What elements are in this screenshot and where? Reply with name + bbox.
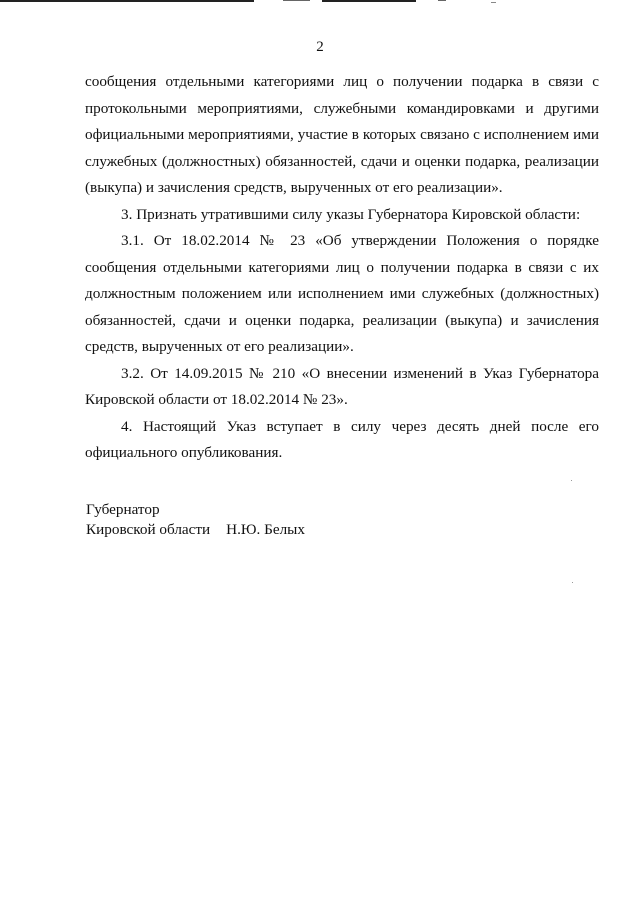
- scan-artifact-line: [491, 2, 496, 3]
- paragraph-item-3: 3. Признать утратившими силу указы Губернатора Кировской области:: [121, 205, 581, 223]
- scan-artifact-line: [0, 0, 254, 2]
- paragraph-item-4: 4. Настоящий Указ вступает в силу через десять дней после его официального опубликования.: [85, 417, 599, 461]
- page-number: 2: [316, 39, 324, 55]
- scan-speck: [572, 582, 573, 583]
- signatory-title: Губернатор: [86, 501, 160, 518]
- signature-block: [86, 500, 305, 540]
- scan-artifact-line: [438, 0, 446, 1]
- scan-speck: [571, 480, 572, 481]
- paragraph-item-3-1: 3.1. От 18.02.2014 № 23 «Об утверждении Положения о порядке сообщения отдельными категориями лиц о получении подарка в связи с их должностным положением или исполнением ими служебных (должностных) обязанностей, сдачи и оценки подарка, реализации (выкупа) и зачисления средств, вырученных от его реализации».: [85, 232, 599, 355]
- paragraph-item-3-2: 3.2. От 14.09.2015 № 210 «О внесении изменений в Указ Губернатора Кировской области от 18.02.2014 № 23».: [85, 364, 599, 408]
- document-body: [85, 69, 599, 467]
- signatory-region: Кировской области: [86, 521, 211, 538]
- signatory-region-line: [86, 520, 305, 540]
- scan-artifact-line: [283, 0, 310, 1]
- signatory-name: Н.Ю. Белых: [226, 521, 305, 538]
- scan-artifact-line: [322, 0, 416, 2]
- paragraph-continuation: сообщения отдельными категориями лиц о получении подарка в связи с протокольными мероприятиями, служебными командировками и другими официальными мероприятиями, участие в которых связано с исполнением ими служебных (должностных) обязанностей, сдачи и оценки подарка, реализации (выкупа) и зачисления средств, вырученных от его реализации».: [85, 73, 599, 196]
